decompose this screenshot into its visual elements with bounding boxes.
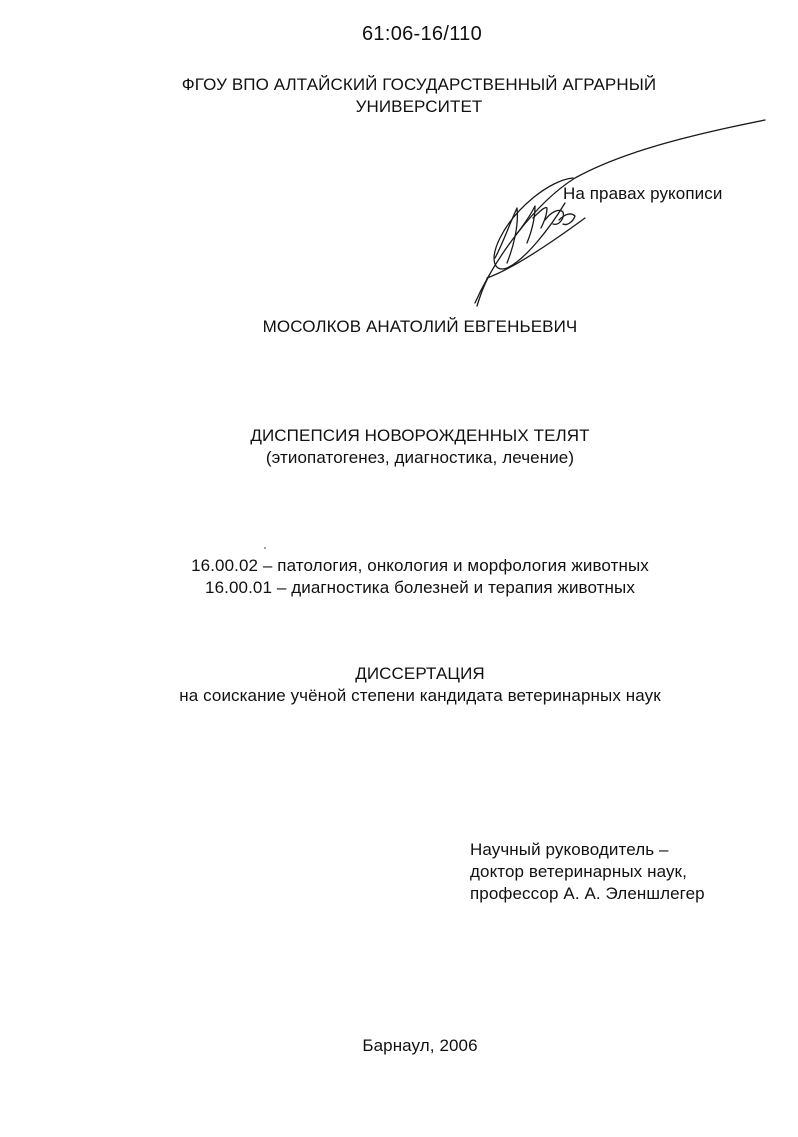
scan-speck (264, 547, 266, 549)
specialty-1: 16.00.02 – патология, онкология и морфология животных (191, 556, 649, 575)
place-year: Барнаул, 2006 (362, 1036, 478, 1055)
work-type: ДИССЕРТАЦИЯ (355, 664, 485, 683)
dissertation-subtitle: (этиопатогенез, диагностика, лечение) (265, 448, 575, 467)
institution-line-1: ФГОУ ВПО АЛТАЙСКИЙ ГОСУДАРСТВЕННЫЙ АГРАРНЫЙ (181, 75, 657, 94)
manuscript-note: На правах рукописи (563, 184, 723, 203)
supervisor-line-3: профессор А. А. Эленшлегер (470, 884, 705, 903)
catalog-code: 61:06-16/110 (362, 23, 482, 45)
dissertation-title: ДИСПЕПСИЯ НОВОРОЖДЕННЫХ ТЕЛЯТ (250, 426, 590, 445)
degree-line: на соискание учёной степени кандидата ветеринарных наук (179, 686, 661, 705)
handwritten-signature (455, 108, 775, 313)
author-name: МОСОЛКОВ АНАТОЛИЙ ЕВГЕНЬЕВИЧ (262, 317, 578, 336)
institution-line-2: УНИВЕРСИТЕТ (355, 97, 483, 116)
supervisor-line-2: доктор ветеринарных наук, (470, 862, 687, 881)
specialty-2: 16.00.01 – диагностика болезней и терапия животных (205, 578, 635, 597)
supervisor-line-1: Научный руководитель – (470, 840, 669, 859)
